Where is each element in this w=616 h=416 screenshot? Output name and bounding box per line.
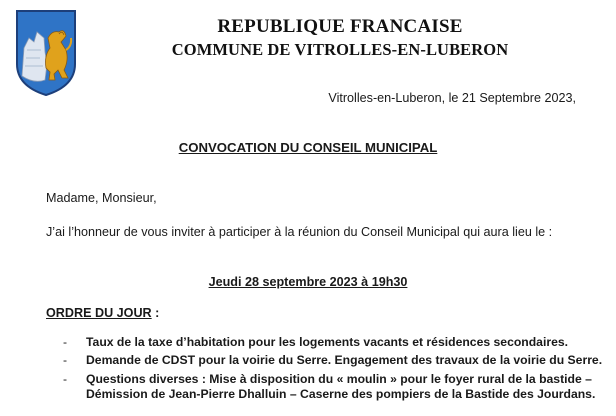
agenda-list: [63, 335, 603, 405]
coat-of-arms-icon: [14, 8, 78, 98]
agenda-item: [63, 372, 603, 403]
place-date-line: Vitrolles-en-Luberon, le 21 Septembre 2023,: [328, 91, 576, 105]
agenda-item-text: Demande de CDST pour la voirie du Serre. Engagement des travaux de la voirie du Serre.: [86, 353, 603, 368]
bullet-dash: -: [63, 335, 68, 349]
invitation-text: J’ai l’honneur de vous inviter à participer à la réunion du Conseil Municipal qui aura lieu le :: [46, 225, 553, 239]
republic-title: REPUBLIQUE FRANCAISE: [217, 16, 463, 37]
agenda-item-text: Questions diverses : Mise à disposition du « moulin » pour le foyer rural de la bastide –: [86, 371, 592, 386]
salutation: Madame, Monsieur,: [46, 191, 157, 205]
agenda-item-text: Taux de la taxe d’habitation pour les logements vacants et résidences secondaires.: [86, 335, 569, 349]
agenda-item: [63, 335, 603, 350]
meeting-date: Jeudi 28 septembre 2023 à 19h30: [208, 275, 408, 289]
agenda-heading: [46, 306, 159, 320]
agenda-item: [63, 353, 603, 368]
bullet-dash: -: [63, 353, 68, 368]
convocation-heading: CONVOCATION DU CONSEIL MUNICIPAL: [178, 140, 438, 155]
bullet-dash: -: [63, 371, 68, 386]
agenda-heading-label: ORDRE DU JOUR: [46, 306, 152, 320]
agenda-item-text-continued: Démission de Jean-Pierre Dhalluin – Caserne des pompiers de la Bastide des Jourdans.: [86, 386, 596, 401]
agenda-heading-colon: :: [151, 306, 160, 320]
commune-title: COMMUNE DE VITROLLES-EN-LUBERON: [171, 40, 509, 59]
